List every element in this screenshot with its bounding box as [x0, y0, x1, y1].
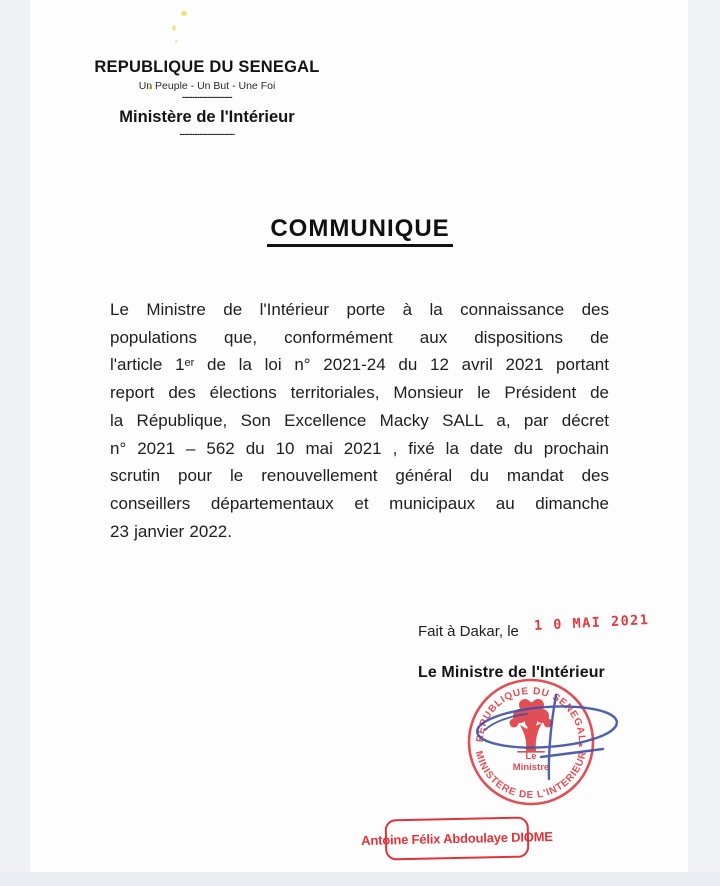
seal-bottom-arc-text: MINISTERE DE L'INTERIEUR	[472, 749, 590, 802]
document-title-text: COMMUNIQUE	[267, 215, 452, 247]
minister-signature	[455, 678, 625, 803]
body-line: la République, Son Excellence Macky SALL a, par décret	[110, 410, 609, 430]
seal-top-arc-text: REPUBLIQUE DU SENEGAL	[474, 685, 588, 743]
date-stamp: 1 0 MAI 2021	[533, 611, 650, 635]
ministry-name: Ministère de l'Intérieur	[119, 108, 295, 126]
minister-name-stamp	[361, 816, 553, 860]
body-line: Le Ministre de l'Intérieur porte à la connaissance des	[110, 300, 609, 319]
body-line: populations que, conformément aux dispositions de	[110, 327, 609, 347]
body-line-article	[110, 351, 609, 379]
ordinal-superscript: er	[184, 357, 195, 370]
body-line: report des élections territoriales, Monsieur le Président de	[110, 383, 609, 403]
place-date-line: Fait à Dakar, le	[418, 623, 519, 640]
article-text: l'article 1	[110, 355, 185, 375]
scan-artifact	[175, 40, 178, 43]
national-motto: Un Peuple - Un But - Une Foi	[138, 80, 276, 92]
seal-center-line2: Ministre	[512, 762, 550, 773]
seal-center-line1: Le	[525, 751, 537, 762]
country-name: REPUBLIQUE DU SENEGAL	[94, 58, 320, 76]
minister-name-text: Antoine Félix Abdoulaye DIOME	[361, 828, 553, 849]
separator-dashes: ----------------------	[179, 129, 235, 139]
signatory-title: Le Ministre de l'Intérieur	[418, 664, 605, 681]
seal-star: *	[578, 740, 583, 754]
communique-body	[110, 296, 609, 545]
scan-artifact	[181, 11, 187, 16]
document-title	[0, 215, 720, 247]
letterhead	[82, 58, 332, 138]
body-line: 23 janvier 2022.	[110, 521, 232, 541]
body-line: n° 2021 – 562 du 10 mai 2021 , fixé la date du prochain	[110, 438, 609, 458]
article-text-continued: de la loi n° 2021-24 du 12 avril 2021 portant	[194, 355, 609, 375]
body-line: conseillers départementaux et municipaux au dimanche	[110, 493, 609, 513]
separator-dashes: --------------------	[182, 92, 232, 102]
scan-margin-left	[0, 0, 30, 886]
body-line: scrutin pour le renouvellement général du mandat des	[110, 466, 609, 486]
scan-artifact	[172, 25, 176, 31]
scan-margin-bottom	[0, 872, 720, 886]
scan-margin-right	[688, 0, 720, 886]
